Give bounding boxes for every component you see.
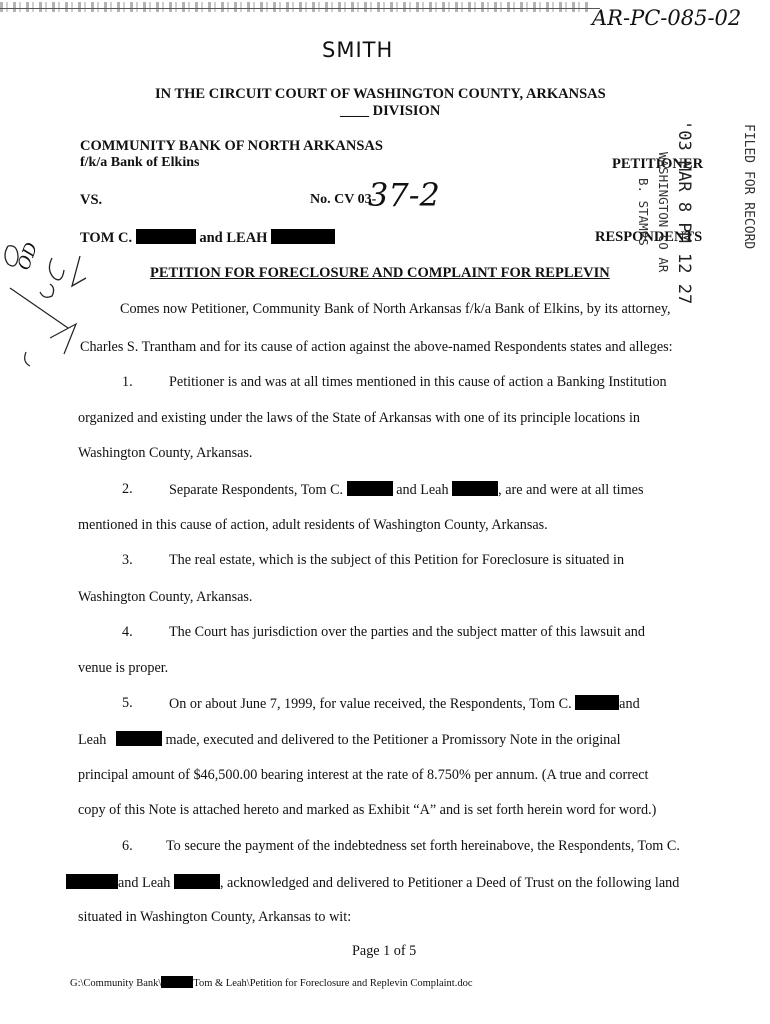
margin-note: OD xyxy=(14,240,43,273)
redaction xyxy=(136,229,196,244)
redaction xyxy=(161,976,193,988)
p6-text-a: and Leah xyxy=(118,875,171,891)
division-label: DIVISION xyxy=(372,103,441,119)
division-line xyxy=(340,103,440,120)
filed-stamp-line-1: FILED FOR RECORD xyxy=(741,124,756,250)
scan-artifact xyxy=(0,2,590,12)
p1-number: 1. xyxy=(122,374,133,390)
handwritten-name: SMITH xyxy=(322,38,394,62)
court-heading: IN THE CIRCUIT COURT OF WASHINGTON COUNTY, ARKANSAS xyxy=(155,86,606,102)
document-title xyxy=(150,265,610,282)
p5-line-1 xyxy=(169,695,640,713)
margin-handwriting xyxy=(0,228,90,378)
document-title-text: PETITION FOR FORECLOSURE AND COMPLAINT FOR REPLEVIN xyxy=(150,265,610,281)
respondent-and: and LEAH xyxy=(199,230,268,246)
respondent-1: TOM C. xyxy=(80,230,133,246)
case-number-handwritten: 37-2 xyxy=(368,176,440,214)
redaction xyxy=(116,731,162,746)
respondents-label: RESPONDENTS xyxy=(595,229,703,245)
p4-line-2: venue is proper. xyxy=(78,660,169,676)
intro-line-1: Comes now Petitioner, Community Bank of North Arkansas f/k/a Bank of Elkins, by its attorney, xyxy=(120,301,671,317)
p3-number: 3. xyxy=(122,552,133,568)
p6-line-3: situated in Washington County, Arkansas to wit: xyxy=(78,909,352,925)
p1-line-3: Washington County, Arkansas. xyxy=(78,445,253,461)
p6-line-1: To secure the payment of the indebtedness set forth hereinabove, the Respondents, Tom C. xyxy=(166,838,680,854)
respondents-line xyxy=(80,229,335,247)
p5-text-b: and xyxy=(619,696,640,712)
p2-text-c: , are and were at all times xyxy=(498,482,644,498)
p6-line-2 xyxy=(66,874,679,892)
p2-number: 2. xyxy=(122,481,133,497)
petitioner-fka: f/k/a Bank of Elkins xyxy=(80,155,200,170)
p4-number: 4. xyxy=(122,624,133,640)
filed-stamp-line-2: '03 MAR 8 PM 12 27 xyxy=(674,120,694,305)
petitioner-label: PETITIONER xyxy=(612,156,704,172)
p5-text-a: On or about June 7, 1999, for value received, the Respondents, Tom C. xyxy=(169,696,572,712)
p4-line-1: The Court has jurisdiction over the parties and the subject matter of this lawsuit and xyxy=(169,624,645,640)
petitioner-name: COMMUNITY BANK OF NORTH ARKANSAS xyxy=(80,138,383,154)
redaction xyxy=(66,874,118,889)
versus: VS. xyxy=(80,192,103,208)
filed-stamp-line-4: B. STAMPS xyxy=(636,178,651,246)
p3-line-2: Washington County, Arkansas. xyxy=(78,589,253,605)
p1-line-2: organized and existing under the laws of the State of Arkansas with one of its principle locations in xyxy=(78,410,640,426)
p2-line-1 xyxy=(169,481,643,499)
redaction xyxy=(271,229,335,244)
p6-number: 6. xyxy=(122,838,133,854)
p2-text-a: Separate Respondents, Tom C. xyxy=(169,482,344,498)
redaction xyxy=(575,695,619,710)
intro-line-2: Charles S. Trantham and for its cause of action against the above-named Respondents states and alleges: xyxy=(80,339,673,355)
p6-text-b: , acknowledged and delivered to Petitioner a Deed of Trust on the following land xyxy=(219,875,680,891)
file-path-b: Tom & Leah\Petition for Foreclosure and Replevin Complaint.doc xyxy=(193,978,473,989)
file-path-a: G:\Community Bank\ xyxy=(70,978,162,989)
p5-line-4: copy of this Note is attached hereto and marked as Exhibit “A” and is set forth herein word for word.) xyxy=(78,802,657,818)
redaction xyxy=(452,481,498,496)
case-number-prefix: No. CV 03- xyxy=(310,192,377,207)
p5-line-3: principal amount of $46,500.00 bearing interest at the rate of 8.750% per annum. (A true and correct xyxy=(78,767,649,783)
redaction xyxy=(347,481,393,496)
p5-line-2 xyxy=(78,731,621,749)
p3-line-1: The real estate, which is the subject of this Petition for Foreclosure is situated in xyxy=(169,552,625,568)
redaction xyxy=(174,874,220,889)
p1-line-1: Petitioner is and was at all times mentioned in this cause of action a Banking Institution xyxy=(169,374,667,390)
p5-number: 5. xyxy=(122,695,133,711)
handwritten-case-ref: AR-PC-085-02 xyxy=(592,6,742,30)
file-path xyxy=(70,976,473,989)
filed-stamp-line-3: WASHINGTON CO AR xyxy=(656,152,671,273)
p2-line-2: mentioned in this cause of action, adult residents of Washington County, Arkansas. xyxy=(78,517,548,533)
p5-text-c: Leah xyxy=(78,732,107,748)
p5-text-d: made, executed and delivered to the Petitioner a Promissory Note in the original xyxy=(165,732,621,748)
p2-text-b: and Leah xyxy=(396,482,449,498)
division-blank: ____ xyxy=(340,103,369,119)
page-number: Page 1 of 5 xyxy=(352,943,417,959)
scan-line xyxy=(0,8,600,9)
